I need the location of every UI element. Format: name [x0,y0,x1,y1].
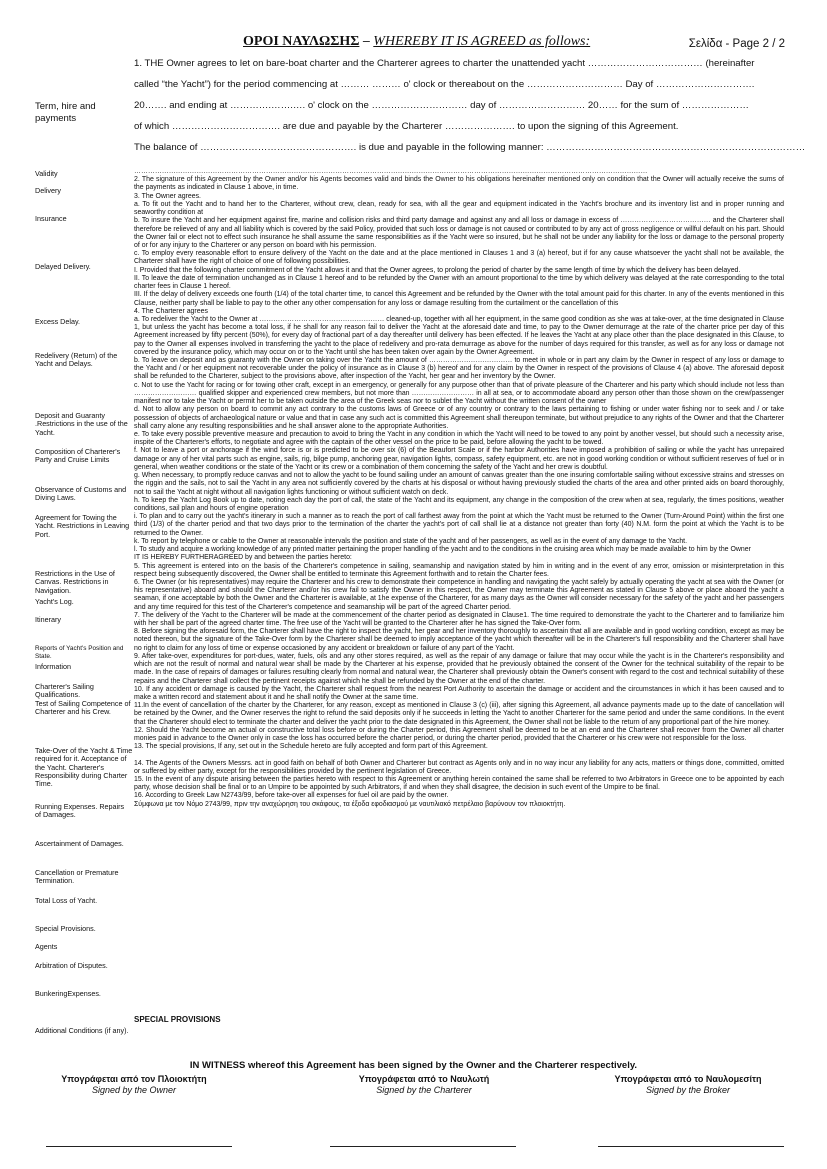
clause-9-running-expenses: 9. After take-over, expenditures for port-dues, water, fuels, oils and any other stores required, as well as the repair of any damage or failure that may occur while the yacht is in the Charterer's responsibility and which are not the result of normal and natural wear shall be made by the Charterer at his expense, provided that he previously obtained the consent of the Owner for the technical suitability of the repair to be made. In the case of repairs of damages or failures resulting clearly from normal and natural wear, the Charterer shall previously obtain the Owner's consent with regard to the cost and technical suitability of these repairs and the Charterer shall collect the pertinent receipts against which he shall be refunded by the Owner at the end of the charter. [134,652,784,685]
clause-4g-canvas: g. When necessary, to promptly reduce canvas and not to allow the yacht to be found sailing under an amount of canvas greater than the one insuring comfortable sailing without excessive strains and stresses on the riggin and the sails, not to sail the Yacht in any area not sufficiently covered by the charts at his disposal or without having previously studied the charts of the area and other printed aids on board thoroughly, not to sail the Yacht at night without all navigation lights functioning or without sufficient watch on deck. [134,472,784,496]
clause-5-qualifications: 5. This agreement is entered into on the basis of the Charterer's competence in sailing, seamanship and navigation stated by him in writing and in the event of any error, omission or misinterpretation in this respect being subsequently discovered, the Owner shall be entitled to terminate this Agreement forthwith and to retain the Charter fees. [134,562,784,578]
clauses-text [134,168,784,809]
label-itinerary: Itinerary [35,615,61,624]
label-arbitration: Arbitration of Disputes. [35,961,108,970]
label-special-provisions: Special Provisions. [35,924,96,933]
witness-statement: IN WITNESS whereof this Agreement has been signed by the Owner and the Charterer respectively. [189,1060,638,1071]
clause-4l-information: l. To study and acquire a working knowledge of any printed matter pertaining the proper handling of the yacht and to the conditions in the cruising area which may be made available to him by the Owner [134,546,751,554]
clause-3c-delayed-delivery: c. To employ every reasonable effort to ensure delivery of the Yacht on the date and at the place mentioned in Clauses 1 and 3 (a) hereof, but if for any cause whatsoever the yacht shall not be available, the Charterer shall have the right of choice of one of following possibilities. [134,250,784,266]
clause-16-bunkering-greek: Σύμφωνα με τον Νόμο 2743/99, πριν την αναχώρηση του σκάφους, τα έξοδα εφοδιασμού με ναυτιλιακό πετρέλαιο βαρύνουν τον πλοιοκτήτη. [134,800,566,808]
term-line-1: 1. THE Owner agrees to let on bare-boat charter and the Charterer agrees to charter the unattended yacht ……………………………… (hereinafter [134,58,755,69]
label-validity: Validity [35,169,58,178]
title-separator: – [359,34,374,48]
label-information: Information [35,662,71,671]
clause-4d-customs: d. Not to allow any person on board to commit any act contrary to the customs laws of Greece or of any country or contrary to the laws pertaining to fishing or under water fishing nor to seek and / or take possession of objects of archaeological nature or value and that in case any such act is committed this Agreement shall thereupon terminate, but without prejudice to any rights of the Owner and that the Charterer shall carry alone any resulting responsibilities and he shall answer alone to the appropriate Authorities. [134,406,784,430]
signature-charterer-greek: Υπογράφεται από το Ναυλωτή [358,1074,490,1084]
signature-charterer-english: Signed by the Charterer [376,1085,472,1095]
label-composition-party: Composition of Charterer's Party and Cruise Limits [35,447,121,465]
clause-4-charterer-agrees: 4. The Charterer agrees [134,307,208,315]
label-towing-leaving-port: Agreement for Towing the Yacht. Restrictions in Leaving Port. [35,513,130,539]
signature-line-charterer[interactable] [330,1146,516,1147]
clause-further-agreed: IT IS HEREBY FURTHERAGREED by and between the parties hereto: [134,554,352,562]
clause-3c-ii: II. To leave the date of termination unchanged as in Clause 1 hereof and to be refunded by the Owner with an amount proportional to the time by which delivery was delayed at the rate corresponding to the total charter fees in Clause 1 hereof. [134,274,784,291]
term-line-2: called “the Yacht”) for the period commencing at ……… ……… o' clock or thereabout on the ………………………… Day of …………………………. [134,79,755,90]
term-line-4: of which ……………………………. are due and payable by the Charterer …………………. to upon the signing of this Agreement. [134,121,679,132]
label-total-loss: Total Loss of Yacht. [35,896,98,905]
clause-6-test-sailing: 6. The Owner (or his representatives) may require the Charterer and his crew to demonstrate their competence in handling and navigating the yacht safely by actually operating the yacht at sea with the Owner (or his representative) aboard and should the Charterer and/or his crew fail to satisfy the Owner in this respect, the Owner may terminate this Agreement as stated in Clause 5 above or place aboard the yacht a seaman, if one acceptable by both the Owner and the Charterer is available, at 1he expense of the Charterer, for as many days as the Owner will consider necessary for the safety of the yacht and her passengers and any time required for this test of the Charterer's competence and seamanship will be part of the agreed Charter period. [134,578,784,611]
term-line-5: The balance of …………………………………………. is due and payable in the following manner: ……………………………………………………………………… [134,142,806,153]
signature-block-owner [14,1074,254,1096]
label-sailing-qualifications: Charterer's Sailing Qualifications. [35,682,94,700]
label-takeover: Take-Over of the Yacht & Time required for it. Acceptance of the Yacht. Charterer's Responsibility during Charter Time. [35,746,133,789]
clause-dotted-line: …………………………………………………………………………………………………………………………………………………………………………………………………… [134,168,648,175]
label-term-hire-payments: Term, hire and payments [35,101,96,124]
signature-block-broker [568,1074,808,1096]
term-line-3: 20……. and ending at ………….…….…. o' clock on the ………………………… day of ……………………… 20…… for the sum of ………………… [134,100,749,111]
signature-broker-greek: Υπογράφεται από το Ναυλομεσίτη [614,1074,762,1084]
clause-3b-insurance: b. To insure the Yacht and her equipment against fire, marine and collision risks and third party damage and against any and all loss or damage in excess of ………………………………… and the Charterer shall therefore be relieved of any and all liability which is covered by the said Policy, provided that such loss or damage is not caused or contributed to by any act of gross negligence or willful default on his part. Should the Owner fail or elect not to effect such insurance he shall assume the same responsibilities as if the Yacht were so insured, but he shall not be under any liability for the loss or damage to the personal property of or for any injury to the Charterer or any person on board with his permission. [134,217,784,249]
signature-owner-english: Signed by the Owner [91,1085,177,1095]
label-bunkering: BunkeringExpenses. [35,989,101,998]
signature-owner-greek: Υπογράφεται από τον Πλοιοκτήτη [61,1074,207,1084]
clause-3-owner-agrees: 3. The Owner agrees. [134,192,201,200]
clause-8-acceptance: 8. Before signing the aforesaid form, the Charterer shall have the right to inspect the yacht, her gear and her inventory thoroughly to ascertain that all are available and in good working condition, except as may be noted thereon, but the signature of the Take-Over form by the Charterer shall be deemed to imply acceptance of the yacht which thereafter will be in the Charterer's full responsibility and the Charterer shall have no right to claim for any loss of time or expense occasioned by any accident or breakdown or failure of any part of the Yacht. [134,628,784,652]
signature-broker-english: Signed by the Broker [645,1085,731,1095]
clause-12-total-loss: 12. Should the Yacht become an actual or constructive total loss before or during the Charter period, this Agreement shall be deemed to be at an end and the Charterer shall recover from the Owner all charter monies paid in advance to the Owner only in case the loss has occurred before the charter period, or during the charter period, provided that the Charterer or his crew were not responsible for the loss. [134,726,784,743]
signature-line-broker[interactable] [598,1146,784,1147]
label-insurance: Insurance [35,214,67,223]
label-running-expenses: Running Expenses. Repairs of Damages. [35,802,125,820]
label-delayed-delivery: Delayed Delivery. [35,262,91,271]
title-greek: ΟΡΟΙ ΝΑΥΛΩΣΗΣ [243,34,360,49]
label-yachts-log: Yacht's Log. [35,597,74,606]
label-delivery: Delivery [35,186,61,195]
clause-4h-log: h. To keep the Yacht Log Book up to date, noting each day the port of call, the state of the Yacht and its equipment, any change in the composition of the crew when at sea, regularly, the times positions, weather conditions, sail plan and hours of engine operation [134,496,784,512]
clause-10-ascertainment: 10. If any accident or damage is caused by the Yacht, the Charterer shall request from the nearest Port Authority to ascertain the damage or accident and the circumstances in which it has been caused and to make a written record and statement about it and he shall notify the Owner at the same time. [134,685,784,701]
label-canvas-navigation: Restrictions in the Use of Canvas. Restrictions in Navigation. [35,569,115,595]
clause-4i-itinerary: i. To plan and to carry out the yacht's itinerary in such a manner as to reach the port of call farthest away from the point at which the Yacht must be returned to the Owner (Turn-Around Point) within the first one third (1/3) of the charter period and that two days prior to the termination of the charter the yacht's port of call shall lie at a distance not greater than forty (40) N.M. form the point at which the Yacht is to be returned to the Owner. [134,513,784,537]
label-reports: Reports of Yacht's Position and State. [35,645,124,661]
clause-14-agents: 14. The Agents of the Owners Messrs. act in good faith on behalf of both Owner and Charterer but contract as Agents only and in no way incur any liability for any acts, matters or things done, committed, omitted or suffered by either party, except for the responsibilities provided by the pertinent legislation of Greece. [134,759,784,775]
label-excess-delay: Excess Delay. [35,317,81,326]
label-ascertainment: Ascertainment of Damages. [35,839,124,848]
page-title [243,34,590,50]
clause-15-arbitration: 15. In the event of any dispute arising between the parties hereto with respect to this Agreement or anything herein contained the same shall be referred to two Arbitrators in Greece one to be appointed by each party, whose decision shall be final or to an Umpire to be appointed by such Arbitrators, if and when they shall disagree, the decision in such event of the Umpire to be final. [134,775,784,792]
special-provisions-heading: SPECIAL PROVISIONS [134,1015,221,1024]
clause-4e-towing: e. To take every possible preventive measure and precaution to avoid to bring the Yacht in any condition in which the Yacht will need to be towed to any point by another vessel, but should such a necessity arise, inspite of the Charterer's efforts, to negotiate and agree with the captain of the other vessel on the price to be paid, before allowing the yacht to be towed. [134,431,784,447]
label-redelivery: Redelivery (Return) of the Yacht and Delays. [35,351,118,369]
clause-3c-iii-excess-delay: III. If the delay of delivery exceeds one fourth (1/4) of the total charter time, to cancel this Agreement and be refunded by the Owner with the total amount paid for this charter. In any of the events mentioned in this Clause, neither party shall be liable to pay to the other any other compensation for any loss or damage resulting from the curtailment or the cancellation of this [134,291,784,307]
page-number: Σελίδα - Page 2 / 2 [688,38,785,50]
clause-3c-i: I. Provided that the following charter commitment of the Yacht allows it and that the Owner agrees, to prolong the period of charter by the same length of time by which the delivery has been delayed. [134,266,741,274]
clause-4f-leaving-port: f. Not to leave a port or anchorage if the wind force is or is predicted to be over six (6) of the Beaufort Scale or if the harbor Authorities have imposed a prohibition of sailing or while the yacht has unrepaired damage or any of her vital parts such as engine, sails, rig, bilge pump, anchoring gear, navigation lights, compass, safety equipment, etc. are not in good working condition or without sufficient reserves of fuel or in general, when weather conditions or the state of the Yacht or its crew or a combination of them concerning the safety of the Yacht and her crew is doubtful. [134,447,784,471]
clause-4c-composition: c. Not to use the Yacht for racing or for towing other craft, except in an emergency, or generally for any purpose other than that of private pleasure of the Charterer and his party which should include not less than ……………………… qualified skipper and experienced crew members, but not more than ……………………… in all at sea, or to accommodate aboard any person other than those shown on the crew/passenger manifest nor to take the Yacht or permit her to be taken outside the area of the Greek seas nor to sublet the Yacht without the written consent of the owner [134,381,784,406]
label-agents: Agents [35,942,58,951]
clause-4k-reports: k. To report by telephone or cable to the Owner at reasonable intervals the position and state of the yacht and of her passengers, as well as in the event of any damage to the Yacht. [134,537,688,545]
clause-3a-delivery: a. To fit out the Yacht and to hand her to the Charterer, without crew, clean, ready for sea, with all the gear and equipment indicated in the Yacht's brochure and its inventory list and in proper running and seaworthy condition at [134,200,784,217]
clause-4a-redelivery: a. To redeliver the Yacht to the Owner at ……………………………………………… cleaned-up, together with all her equipment, in the same good condition as she was at take-over, at the time designated in Clause 1, but unless the yacht has become a total loss, if he shall for any reason fail to deliver the Yacht at the aforesaid date and time, to pay to the Owner demurrage at the rate of the charter price per day of this Agreement increased by fifty percent (50%), for every day of fractional part of a day thereafter until delivery has been effected. If he leaves the Yacht at any place other than the place designated in this Clause, to pay to the Owner all expenses involved in transferring the yacht to the place of redelivery and pro-rata demurrage as above for the number of days required for this transfer, as well as for any loss or damage not covered by the insurance policy, which may occur on or to the Yacht until she has been taken over again by the Owner Agreement. [134,315,784,356]
label-test-sailing: Test of Sailing Competence of Charterer and his Crew. [35,699,131,717]
clause-2-validity: 2. The signature of this Agreement by the Owner and/or his Agents becomes valid and binds the Owner to his obligations hereinafter mentioned only on condition that the Owner will actually receive the sums of the payments as indicated in Clause 1 above, in time. [134,176,784,192]
title-english: WHEREBY IT IS AGREED as follows: [373,34,591,49]
clause-4b-deposit: b. To leave on deposit and as guaranty with the Owner on taking over the Yacht the amount of ……………………………… to meet in whole or in part any claim by the Owner in respect of any loss or damage to the Yacht and / or her equipment not recoverable under the policy of insurance as in Clause 3 (b) hereof and for any claim by the Owner in respect of the provisions of Clause 4 (a) above. The aforesaid deposit shall be refunded to the Charterer, subject to the provisions above, after inspection of the Yacht, her gear and her inventory by the Owner. [134,357,784,381]
clause-11-cancellation: 11.In the event of cancellation of the charter by the Charterer, for any reason, except as mentioned in Clause 3 (c) (iii), after signing this Agreement, all advance payments made up to the date of cancellation will be retained by the Owner, and the Owner reserves the right to refund the said deposits only if he succeeds in letting the Yacht to another Charterer for the same period and under the same conditions. In the event that the Charterer should elect to terminate the charter and deliver the yacht prior to the date designated in this Agreement, the Owner shall not be liable to the return of any proportional part of the hire money. [134,702,784,726]
clause-7-takeover: 7. The delivery of the Yacht to the Charterer will be made at the commencement of the charter period as designated in Clause1. The time required to demonstrate the yacht to the Charterer and to familiarize him with her shall be part of the agreed charter time. The free use of the Yacht will be granted to the Charterer after he has signed the Take-Over form. [134,611,784,628]
label-additional-conditions: Additional Conditions (if any). [35,1026,129,1035]
label-cancellation: Cancellation or Premature Termination. [35,868,119,886]
label-deposit-guaranty: Deposit and Guaranty .Restrictions in the use of the Yacht. [35,411,128,437]
signature-line-owner[interactable] [46,1146,232,1147]
label-customs-diving: Observance of Customs and Diving Laws. [35,485,127,503]
signature-block-charterer [304,1074,544,1096]
clause-13-special: 13. The special provisions, If any, set out in the Schedule hereto are fully accepted and form part of this Agreement. [134,743,488,751]
clause-16-bunkering: 16. According to Greek Law N2743/99, before take-over all expenses for fuel oil are paid by the owner. [134,792,449,800]
